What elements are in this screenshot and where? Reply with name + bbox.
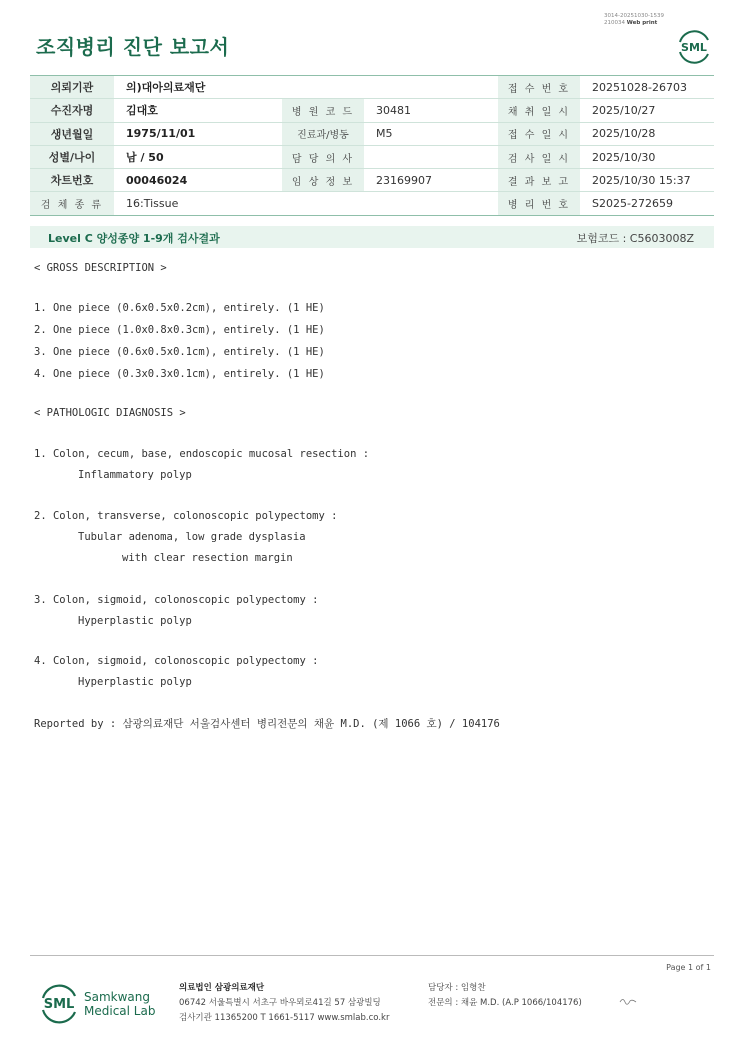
value-sex-age: 남 / 50 <box>114 145 282 168</box>
diagnosis-result: Inflammatory polyp <box>78 469 192 481</box>
brand-name <box>84 990 155 1018</box>
label-receipt-date: 접 수 일 시 <box>498 122 580 145</box>
value-clinical-info: 23169907 <box>364 169 498 192</box>
diagnosis-result: Hyperplastic polyp <box>78 676 192 688</box>
diagnosis-site: 1. Colon, cecum, base, endoscopic mucosal resection : <box>34 448 370 460</box>
reported-by: Reported by : 삼광의료재단 서울검사센터 병리전문의 채윤 M.D. (제 1066 호) / 104176 <box>34 718 500 730</box>
logo-text: SML <box>681 41 707 54</box>
page-title: 조직병리 진단 보고서 <box>36 35 230 59</box>
value-department: M5 <box>364 122 498 145</box>
footer-staff-info <box>428 981 582 1011</box>
gross-header: < GROSS DESCRIPTION > <box>34 262 167 274</box>
diagnosis-site: 4. Colon, sigmoid, colonoscopic polypectomy : <box>34 655 319 667</box>
print-meta-line2 <box>604 20 664 27</box>
label-hospital-code: 병 원 코 드 <box>282 99 364 122</box>
info-row <box>30 192 714 215</box>
result-title: Level C 양성종양 1-9개 검사결과 <box>48 232 220 245</box>
label-department: 진료과/병동 <box>282 122 364 145</box>
signature-icon <box>619 996 637 1006</box>
footer-org-info <box>179 981 389 1026</box>
sml-logo-icon <box>674 26 714 64</box>
value-receipt-number: 20251028-26703 <box>580 76 714 99</box>
value-specimen-type: 16:Tissue <box>114 192 498 215</box>
info-row <box>30 145 714 168</box>
manager: 담당자 : 임형찬 <box>428 983 486 993</box>
page-number: Page 1 of 1 <box>666 963 711 972</box>
pathologic-header: < PATHOLOGIC DIAGNOSIS > <box>34 407 186 419</box>
label-test-date: 검 사 일 시 <box>498 145 580 168</box>
label-result-report: 결 과 보 고 <box>498 169 580 192</box>
logo-text: SML <box>43 997 75 1012</box>
label-clinical-info: 임 상 정 보 <box>282 169 364 192</box>
org-address: 06742 서울특별시 서초구 바우뫼로41길 57 삼광빌딩 <box>179 998 381 1008</box>
specialist: 전문의 : 채윤 M.D. (A.P 1066/104176) <box>428 998 582 1008</box>
label-pathology-number: 병 리 번 호 <box>498 192 580 215</box>
value-birth-date: 1975/11/01 <box>114 122 282 145</box>
result-bar <box>30 226 714 248</box>
label-requesting-org: 의뢰기관 <box>30 76 114 99</box>
gross-item: 4. One piece (0.3x0.3x0.1cm), entirely. (1 HE) <box>34 368 325 380</box>
info-row <box>30 76 714 99</box>
diagnosis-result: Hyperplastic polyp <box>78 615 192 627</box>
label-chart-number: 차트번호 <box>30 169 114 192</box>
label-receipt-number: 접 수 번 호 <box>498 76 580 99</box>
value-test-date: 2025/10/30 <box>580 145 714 168</box>
value-chart-number: 00046024 <box>114 169 282 192</box>
gross-item: 2. One piece (1.0x0.8x0.3cm), entirely. (1 HE) <box>34 324 325 336</box>
label-collection-date: 채 취 일 시 <box>498 99 580 122</box>
info-row <box>30 122 714 145</box>
diagnosis-site: 3. Colon, sigmoid, colonoscopic polypectomy : <box>34 594 319 606</box>
label-specimen-type: 검 체 종 류 <box>30 192 114 215</box>
print-meta-id: 210034 <box>604 20 625 26</box>
print-meta-line1: 3014-20251030-1539 <box>604 13 664 19</box>
sml-logo-icon <box>37 980 81 1024</box>
org-contact: 검사기관 11365200 T 1661-5117 www.smlab.co.kr <box>179 1013 390 1023</box>
label-patient-name: 수진자명 <box>30 99 114 122</box>
patient-info-table <box>30 75 714 216</box>
label-attending-doctor: 담 당 의 사 <box>282 145 364 168</box>
value-patient-name: 김대호 <box>114 99 282 122</box>
info-row <box>30 169 714 192</box>
label-birth-date: 생년월일 <box>30 122 114 145</box>
brand-line1: Samkwang <box>84 990 150 1004</box>
value-pathology-number: S2025-272659 <box>580 192 714 215</box>
diagnosis-note: with clear resection margin <box>122 552 293 564</box>
label-sex-age: 성별/나이 <box>30 145 114 168</box>
org-name: 의료법인 삼광의료재단 <box>179 983 265 993</box>
value-result-report: 2025/10/30 15:37 <box>580 169 714 192</box>
value-collection-date: 2025/10/27 <box>580 99 714 122</box>
footer-divider <box>30 955 714 956</box>
diagnosis-result: Tubular adenoma, low grade dysplasia <box>78 531 306 543</box>
value-receipt-date: 2025/10/28 <box>580 122 714 145</box>
value-attending-doctor <box>364 145 498 168</box>
gross-item: 3. One piece (0.6x0.5x0.1cm), entirely. (1 HE) <box>34 346 325 358</box>
value-requesting-org: 의)대아의료재단 <box>114 76 498 99</box>
print-meta <box>604 13 664 27</box>
gross-item: 1. One piece (0.6x0.5x0.2cm), entirely. (1 HE) <box>34 302 325 314</box>
print-meta-tag: Web print <box>626 20 658 26</box>
insurance-code: 보험코드 : C5603008Z <box>576 232 694 245</box>
brand-line2: Medical Lab <box>84 1004 156 1018</box>
info-row <box>30 99 714 122</box>
value-hospital-code: 30481 <box>364 99 498 122</box>
diagnosis-site: 2. Colon, transverse, colonoscopic polypectomy : <box>34 510 338 522</box>
